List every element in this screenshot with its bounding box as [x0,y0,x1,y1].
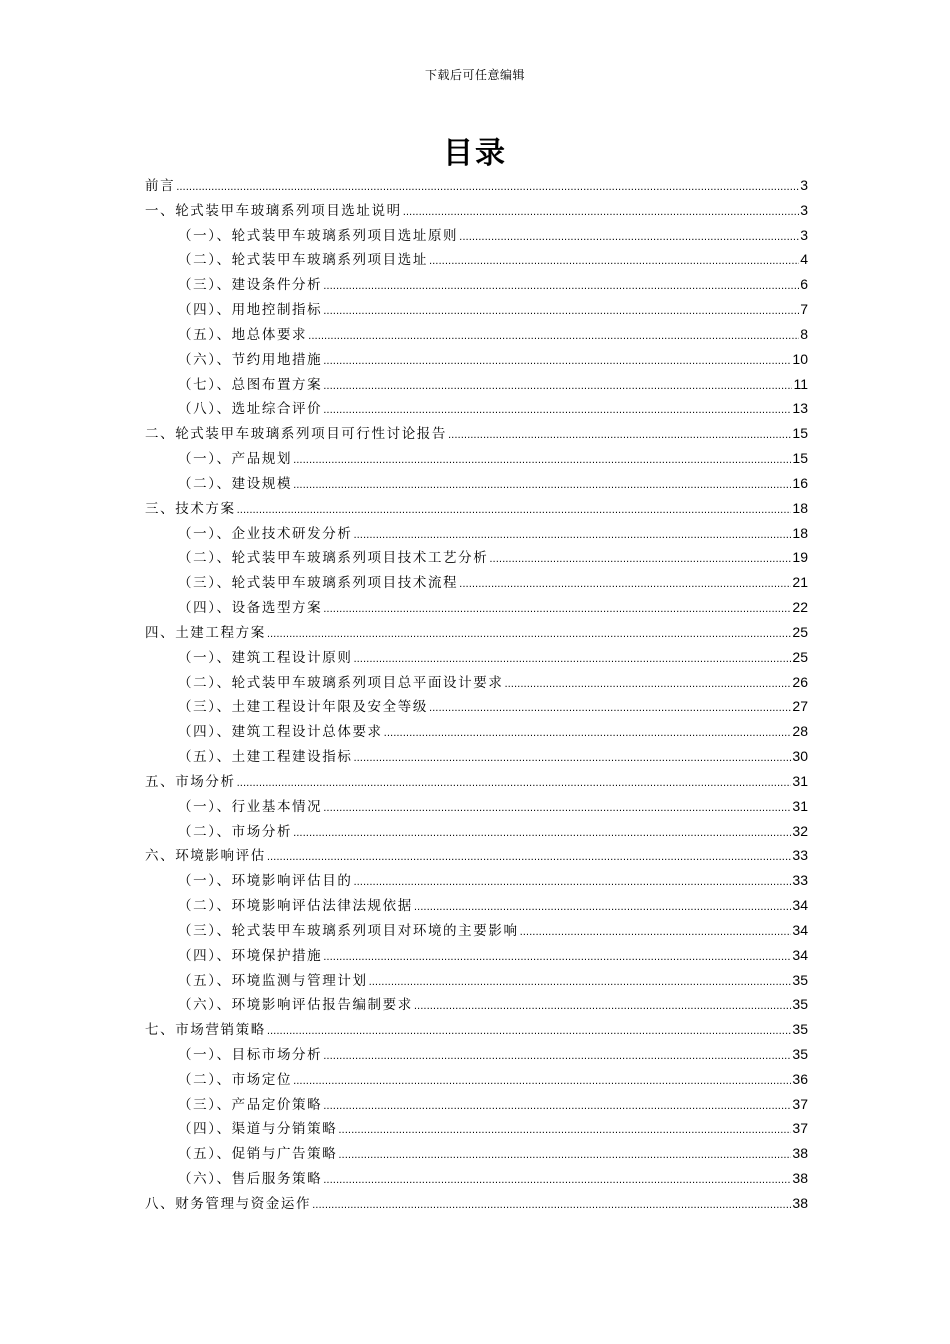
toc-entry-page-number: 28 [792,723,808,740]
toc-entry-page-number: 3 [800,201,808,218]
toc-dot-leader [293,1072,791,1088]
toc-entry-label: （七）、总图布置方案 [178,376,323,393]
toc-entry[interactable] [145,546,808,571]
toc-entry-label: （一）、轮式装甲车玻璃系列项目选址原则 [178,227,459,244]
toc-entry[interactable] [145,298,808,323]
toc-entry[interactable] [145,944,808,969]
toc-entry-label: （四）、用地控制指标 [178,302,323,319]
toc-entry-page-number: 8 [800,325,808,342]
toc-entry-page-number: 4 [800,251,808,268]
toc-entry[interactable] [145,745,808,770]
toc-entry-page-number: 25 [792,648,808,665]
toc-entry-page-number: 34 [792,897,808,914]
toc-entry-label: （二）、轮式装甲车玻璃系列项目总平面设计要求 [178,674,504,691]
page-header: 下载后可任意编辑 [424,68,525,82]
toc-dot-leader [369,973,792,989]
toc-dot-leader [429,252,799,268]
toc-entry[interactable] [145,919,808,944]
toc-entry[interactable] [145,571,808,596]
toc-entry[interactable] [145,671,808,696]
toc-entry[interactable] [145,596,808,621]
toc-entry-label: 七、市场营销策略 [145,1022,266,1039]
toc-dot-leader [237,501,792,517]
toc-entry-page-number: 35 [792,1045,808,1062]
toc-entry-page-number: 18 [792,524,808,541]
toc-entry-label: （六）、售后服务策略 [178,1171,323,1188]
toc-entry-page-number: 18 [792,499,808,516]
toc-dot-leader [384,724,792,740]
toc-entry[interactable] [145,695,808,720]
toc-dot-leader [267,1022,792,1038]
toc-dot-leader [267,848,792,864]
toc-dot-leader [353,650,791,666]
toc-entry-page-number: 31 [792,772,808,789]
toc-entry[interactable] [145,1043,808,1068]
toc-entry-page-number: 33 [792,847,808,864]
toc-entry[interactable] [145,472,808,497]
toc-dot-leader [338,1146,791,1162]
toc-entry-page-number: 21 [792,574,808,591]
toc-entry-page-number: 38 [792,1170,808,1187]
toc-entry-label: （二）、轮式装甲车玻璃系列项目选址 [178,252,428,269]
toc-entry-page-number: 27 [792,698,808,715]
toc-entry-label: （二）、建设规模 [178,475,293,492]
toc-entry-label: （二）、轮式装甲车玻璃系列项目技术工艺分析 [178,550,489,567]
toc-dot-leader [414,898,792,914]
toc-dot-leader [293,476,791,492]
toc-entry-page-number: 26 [792,673,808,690]
toc-entry[interactable] [145,373,808,398]
toc-dot-leader [323,948,791,964]
toc-entry-label: 五、市场分析 [145,773,236,790]
toc-entry-page-number: 16 [792,474,808,491]
toc-entry-label: （四）、建筑工程设计总体要求 [178,724,383,741]
toc-dot-leader [353,526,791,542]
toc-dot-leader [429,699,791,715]
toc-entry[interactable] [145,224,808,249]
page-title: 目录 [443,136,507,171]
toc-entry[interactable] [145,795,808,820]
toc-entry-page-number: 15 [792,425,808,442]
toc-entry[interactable] [145,174,808,199]
toc-entry[interactable] [145,1018,808,1043]
toc-entry[interactable] [145,1167,808,1192]
toc-entry[interactable] [145,1142,808,1167]
toc-entry[interactable] [145,969,808,994]
toc-entry-page-number: 34 [792,946,808,963]
toc-entry-label: （八）、选址综合评价 [178,401,323,418]
toc-entry-page-number: 3 [800,226,808,243]
toc-dot-leader [323,401,791,417]
toc-dot-leader [323,1171,791,1187]
toc-entry-label: 六、环境影响评估 [145,848,266,865]
toc-entry-page-number: 25 [792,623,808,640]
toc-dot-leader [403,203,800,219]
toc-entry-page-number: 37 [792,1120,808,1137]
toc-entry-label: 一、轮式装甲车玻璃系列项目选址说明 [145,202,402,219]
toc-entry-label: （二）、市场定位 [178,1071,293,1088]
table-of-contents [145,174,808,1217]
toc-dot-leader [448,426,791,442]
toc-dot-leader [459,228,799,244]
toc-entry-label: （四）、设备选型方案 [178,600,323,617]
toc-entry-label: （一）、目标市场分析 [178,1046,323,1063]
toc-entry-label: （五）、地总体要求 [178,326,308,343]
toc-entry[interactable] [145,1192,808,1217]
toc-entry-label: （五）、促销与广告策略 [178,1146,338,1163]
toc-entry-label: （二）、环境影响评估法律法规依据 [178,898,413,915]
toc-entry[interactable] [145,199,808,224]
toc-entry[interactable] [145,1068,808,1093]
toc-entry-label: （一）、行业基本情况 [178,798,323,815]
toc-entry-page-number: 15 [792,450,808,467]
toc-entry-label: （三）、轮式装甲车玻璃系列项目技术流程 [178,575,459,592]
toc-dot-leader [323,277,799,293]
toc-entry[interactable] [145,422,808,447]
toc-entry-label: （二）、市场分析 [178,823,293,840]
toc-dot-leader [308,327,799,343]
toc-dot-leader [323,600,791,616]
toc-entry[interactable] [145,323,808,348]
toc-dot-leader [293,824,791,840]
toc-dot-leader [489,550,791,566]
toc-entry-page-number: 22 [792,599,808,616]
toc-entry-label: （五）、土建工程建设指标 [178,749,353,766]
toc-entry-page-number: 11 [793,375,808,392]
toc-entry[interactable] [145,447,808,472]
toc-entry-label: （六）、环境影响评估报告编制要求 [178,997,413,1014]
toc-dot-leader [323,377,792,393]
toc-entry-label: （一）、建筑工程设计原则 [178,649,353,666]
toc-dot-leader [293,451,791,467]
toc-entry[interactable] [145,522,808,547]
toc-entry-page-number: 35 [792,971,808,988]
toc-entry-label: 三、技术方案 [145,500,236,517]
toc-entry[interactable] [145,273,808,298]
toc-dot-leader [353,749,791,765]
toc-entry-page-number: 31 [792,797,808,814]
toc-entry-page-number: 38 [792,1194,808,1211]
toc-entry-label: （五）、环境监测与管理计划 [178,972,368,989]
toc-entry-label: （一）、企业技术研发分析 [178,525,353,542]
toc-entry-page-number: 34 [792,921,808,938]
toc-entry-label: 前言 [145,178,176,194]
toc-entry-page-number: 35 [792,996,808,1013]
toc-entry[interactable] [145,720,808,745]
toc-dot-leader [353,873,791,889]
toc-dot-leader [323,1047,791,1063]
toc-dot-leader [338,1121,791,1137]
toc-entry[interactable] [145,348,808,373]
toc-entry-page-number: 36 [792,1070,808,1087]
toc-entry[interactable] [145,770,808,795]
toc-dot-leader [504,675,791,691]
toc-dot-leader [323,352,791,368]
toc-dot-leader [323,799,791,815]
toc-entry-label: （三）、建设条件分析 [178,277,323,294]
toc-dot-leader [237,774,792,790]
toc-entry-page-number: 37 [792,1095,808,1112]
toc-entry-page-number: 6 [800,276,808,293]
toc-entry[interactable] [145,397,808,422]
toc-dot-leader [520,923,792,939]
toc-entry[interactable] [145,869,808,894]
toc-entry[interactable] [145,621,808,646]
toc-entry[interactable] [145,844,808,869]
toc-entry-label: （一）、产品规划 [178,451,293,468]
toc-entry[interactable] [145,993,808,1018]
toc-dot-leader [414,997,792,1013]
toc-entry-page-number: 13 [792,400,808,417]
toc-dot-leader [323,1097,791,1113]
toc-dot-leader [312,1196,791,1212]
toc-entry-page-number: 35 [792,1021,808,1038]
toc-entry-page-number: 3 [800,177,808,193]
toc-entry[interactable] [145,248,808,273]
toc-entry-page-number: 38 [792,1145,808,1162]
toc-entry-page-number: 10 [792,350,808,367]
toc-entry[interactable] [145,646,808,671]
toc-entry-label: （三）、土建工程设计年限及安全等级 [178,699,428,716]
toc-entry-label: （六）、节约用地措施 [178,351,323,368]
toc-entry-page-number: 33 [792,872,808,889]
toc-entry-page-number: 32 [792,822,808,839]
toc-entry[interactable] [145,894,808,919]
toc-entry-label: （三）、轮式装甲车玻璃系列项目对环境的主要影响 [178,922,519,939]
toc-entry-page-number: 30 [792,748,808,765]
toc-entry-page-number: 7 [800,301,808,318]
toc-dot-leader [323,302,799,318]
toc-entry[interactable] [145,1093,808,1118]
toc-entry-label: （四）、渠道与分销策略 [178,1121,338,1138]
toc-entry-label: （一）、环境影响评估目的 [178,873,353,890]
toc-dot-leader [459,575,791,591]
toc-entry[interactable] [145,1117,808,1142]
toc-entry[interactable] [145,820,808,845]
toc-dot-leader [267,625,792,641]
toc-entry-page-number: 19 [792,549,808,566]
toc-entry[interactable] [145,497,808,522]
toc-dot-leader [176,178,799,194]
toc-entry-label: 二、轮式装甲车玻璃系列项目可行性讨论报告 [145,426,447,443]
toc-entry-label: 八、财务管理与资金运作 [145,1195,312,1212]
toc-entry-label: 四、土建工程方案 [145,624,266,641]
toc-entry-label: （三）、产品定价策略 [178,1096,323,1113]
toc-entry-label: （四）、环境保护措施 [178,947,323,964]
